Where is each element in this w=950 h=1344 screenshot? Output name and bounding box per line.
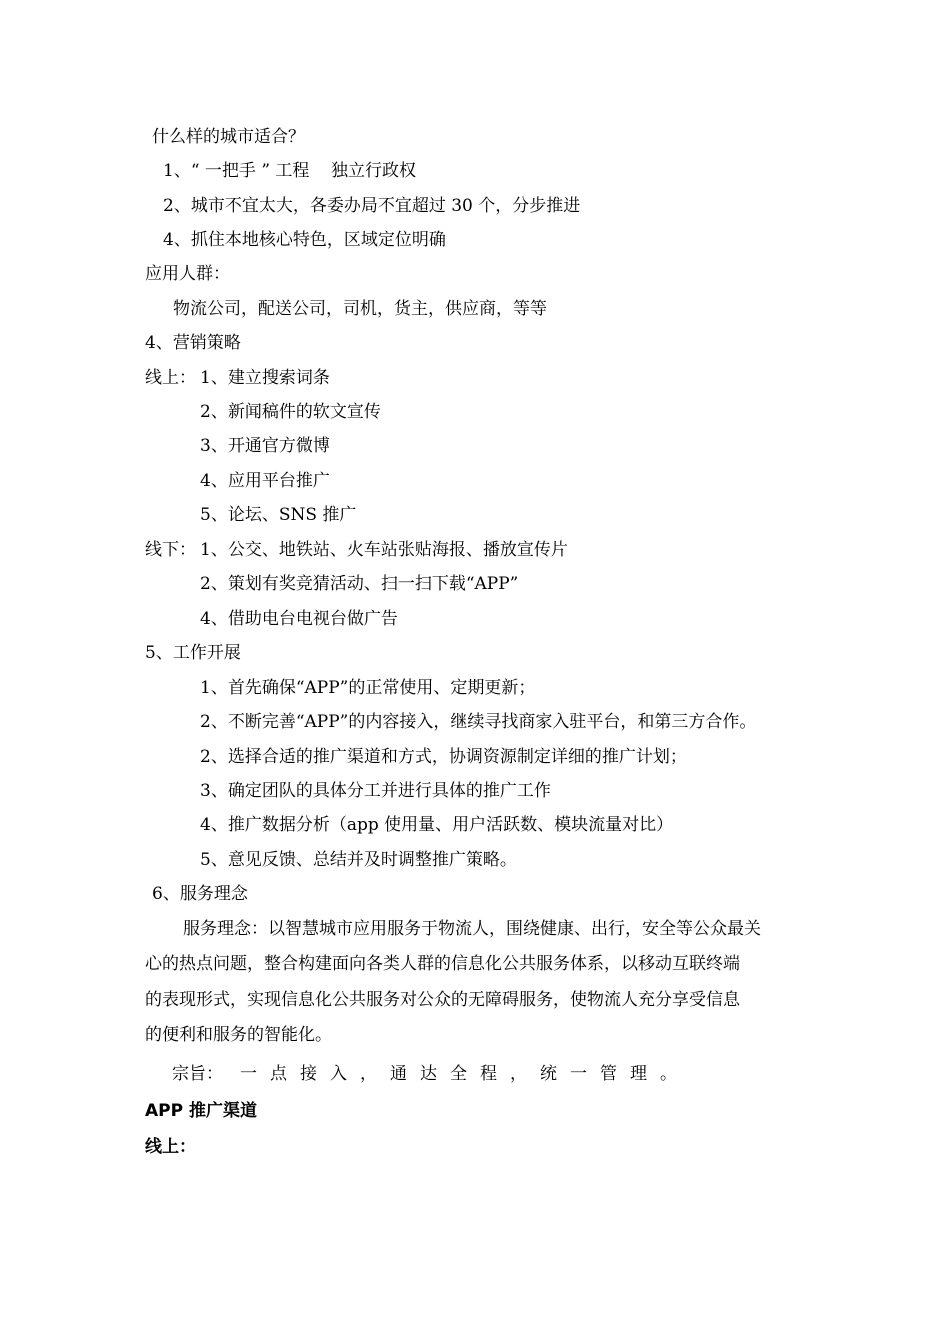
marketing-heading: 4、营销策略 — [145, 333, 241, 353]
work-item: 3、确定团队的具体分工并进行具体的推广工作 — [200, 781, 551, 801]
city-criterion-2: 2、城市不宜太大，各委办局不宜超过 30 个，分步推进 — [163, 196, 581, 216]
motto-label: 宗旨： — [172, 1064, 223, 1084]
audience-text: 物流公司，配送公司，司机，货主，供应商，等等 — [173, 299, 547, 319]
service-paragraph-line: 的表现形式，实现信息化公共服务对公众的无障碍服务，使物流人充分享受信息 — [145, 990, 740, 1010]
city-criterion-1: 1、“ 一把手 ” 工程 独立行政权 — [163, 161, 417, 181]
online-item: 3、开通官方微博 — [200, 436, 330, 456]
city-criterion-3: 4、抓住本地核心特色，区域定位明确 — [163, 230, 446, 250]
work-item: 1、首先确保“APP”的正常使用、定期更新； — [200, 678, 536, 698]
work-item: 4、推广数据分析（app 使用量、用户活跃数、模块流量对比） — [200, 815, 674, 835]
work-item: 2、选择合适的推广渠道和方式，协调资源制定详细的推广计划； — [200, 747, 687, 767]
work-heading: 5、工作开展 — [145, 643, 241, 663]
online-item: 2、新闻稿件的软文宣传 — [200, 402, 381, 422]
audience-label: 应用人群： — [145, 264, 230, 284]
online-item: 1、建立搜索词条 — [200, 368, 330, 388]
service-paragraph-line: 服务理念：以智慧城市应用服务于物流人，围绕健康、出行，安全等公众最关 — [183, 919, 761, 939]
offline-label: 线下： — [145, 540, 196, 560]
online-label: 线上： — [145, 368, 196, 388]
offline-item: 4、借助电台电视台做广告 — [200, 609, 398, 629]
service-heading: 6、服务理念 — [152, 884, 248, 904]
suitable-city-question: 什么样的城市适合？ — [152, 127, 305, 147]
work-item: 2、不断完善“APP”的内容接入，继续寻找商家入驻平台，和第三方合作。 — [200, 712, 757, 732]
online-item: 5、论坛、SNS 推广 — [200, 505, 357, 525]
service-paragraph-line: 心的热点问题，整合构建面向各类人群的信息化公共服务体系，以移动互联终端 — [145, 954, 740, 974]
work-item: 5、意见反馈、总结并及时调整推广策略。 — [200, 850, 517, 870]
offline-item: 1、公交、地铁站、火车站张贴海报、播放宣传片 — [200, 540, 568, 560]
motto-text: 一点接入，通达全程，统一管理。 — [240, 1064, 690, 1084]
channels-heading: APP 推广渠道 — [145, 1101, 257, 1121]
channels-online-label: 线上： — [145, 1137, 196, 1157]
online-item: 4、应用平台推广 — [200, 471, 330, 491]
offline-item: 2、策划有奖竞猜活动、扫一扫下载“APP” — [200, 574, 519, 594]
service-paragraph-line: 的便利和服务的智能化。 — [145, 1025, 332, 1045]
